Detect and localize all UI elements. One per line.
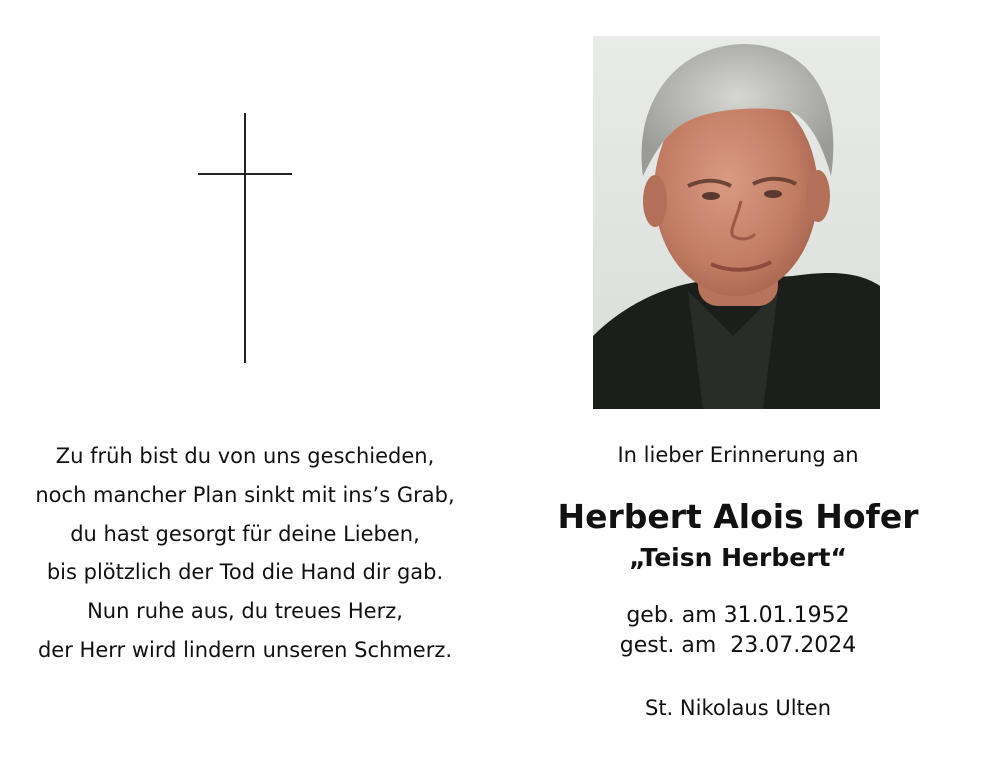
deceased-nickname: „Teisn Herbert“ [629,543,847,572]
poem-line: Nun ruhe aus, du treues Herz, [87,599,403,624]
memorial-intro: In lieber Erinnerung an [617,443,859,467]
cross-horizontal-bar [198,173,292,175]
poem [20,437,470,670]
deceased-name: Herbert Alois Hofer [557,497,919,536]
poem-line: du hast gesorgt für deine Lieben, [70,521,420,546]
place-name: St. Nikolaus Ulten [644,696,832,720]
death-date: gest. am 23.07.2024 [619,633,857,658]
poem-line: Zu früh bist du von uns geschieden, [55,444,435,468]
poem-line: bis plötzlich der Tod die Hand dir gab. [46,560,444,585]
poem-line: noch mancher Plan sinkt mit ins’s Grab, [35,482,455,507]
life-dates [520,601,956,661]
cross-icon [198,113,292,363]
poem-line: der Herr wird lindern unseren Schmerz. [37,637,453,662]
portrait-photo [593,36,880,409]
cross-vertical-bar [244,113,246,363]
memorial-info [520,437,956,723]
birth-date: geb. am 31.01.1952 [626,603,850,628]
